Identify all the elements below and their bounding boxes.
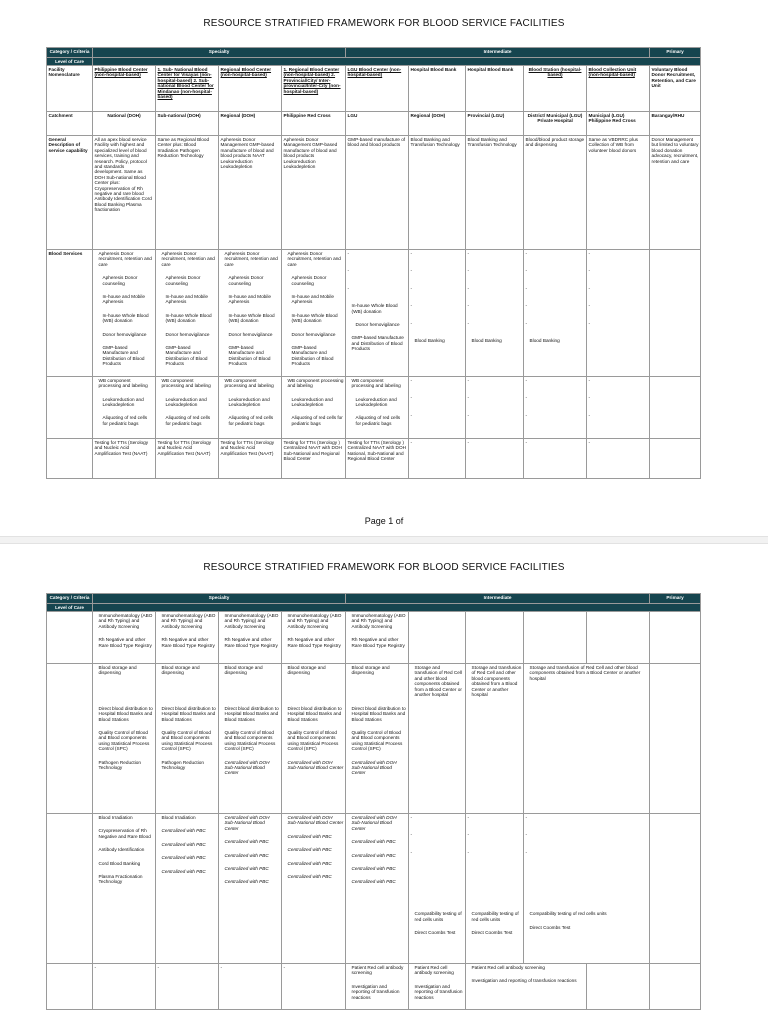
cell bbox=[282, 612, 346, 664]
dash: - bbox=[588, 285, 591, 291]
service-item: Centralized with PBC bbox=[351, 839, 396, 845]
cell: Blood Banking and Transfusion Technology bbox=[466, 136, 524, 250]
cell: - bbox=[156, 964, 219, 1010]
cell: Philippine Red Cross bbox=[282, 112, 346, 136]
cell bbox=[524, 250, 587, 377]
service-item: Rh Negative and other Rare Blood Type Registry bbox=[161, 637, 215, 648]
page-footer: Page 1 of bbox=[364, 516, 404, 526]
cell bbox=[346, 250, 409, 377]
cell: Testing for TTIs (Serology ) Centralized NAAT with DOH National, Sub-National and Regional Blood Center bbox=[346, 438, 409, 478]
cell bbox=[156, 250, 219, 377]
cell bbox=[93, 814, 156, 964]
cell bbox=[650, 438, 701, 478]
cell: Blood Banking and Transfusion Technology bbox=[409, 136, 466, 250]
service-item: Pathogen Reduction Technology bbox=[161, 759, 204, 771]
cell: - bbox=[282, 964, 346, 1010]
row-label-nomenclature: Facility Nomenclature bbox=[47, 66, 93, 112]
service-item: In-house and Mobile Apheresis bbox=[102, 294, 145, 305]
service-item: Centralized with PBC bbox=[287, 874, 332, 880]
cell bbox=[524, 376, 587, 438]
cell bbox=[346, 814, 409, 964]
cell bbox=[524, 814, 650, 964]
dash: - bbox=[410, 412, 413, 418]
service-item: Direct blood distribution to Hospital Blood Banks and Blood Stations bbox=[161, 705, 216, 722]
service-item: Apheresis Donor counseling bbox=[165, 275, 201, 286]
service-item: Aliquoting of red cells for pediatric bags bbox=[228, 415, 274, 426]
cell bbox=[47, 612, 93, 664]
cell bbox=[587, 250, 650, 377]
dash: - bbox=[410, 377, 413, 383]
service-item: Direct Coombs Test bbox=[529, 924, 571, 930]
category-header: Category / Criteria bbox=[47, 48, 93, 58]
cell: 1. Regional Blood Center (non-hospital-based) 2. Provincial/City/ Inter-provincial/Inter-City (non-hospital-based) bbox=[282, 66, 346, 112]
service-item: Quality Control of Blood and Blood components using Statistical Process Control (SPC) bbox=[98, 730, 150, 752]
service-item: In-house and Mobile Apheresis bbox=[165, 294, 208, 305]
cell: - bbox=[409, 438, 466, 478]
service-item: WB component processing and labeling bbox=[161, 377, 211, 389]
cell: Testing for TTIs (Serology ) Centralized NAAT with DOH Sub-National and Regional Blood Center bbox=[282, 438, 346, 478]
service-item: Aliquoting of red cells for pediatric bags bbox=[291, 415, 343, 426]
service-item: Patient Red cell antibody screening bbox=[351, 965, 404, 976]
service-item: Centralized with DOH Sub-National Blood Center bbox=[224, 759, 270, 776]
cell: Regional (DOH) bbox=[219, 112, 282, 136]
row-testing bbox=[47, 438, 701, 478]
cell bbox=[47, 438, 93, 478]
specialty-header: Specialty bbox=[93, 594, 346, 604]
service-item: Donor hemovigilance bbox=[165, 331, 210, 337]
dash: - bbox=[410, 303, 413, 309]
service-item: Investigation and reporting of transfusion reactions bbox=[351, 983, 400, 1000]
dash: - bbox=[410, 285, 413, 291]
cell bbox=[466, 612, 524, 664]
service-item: Immunohematology (ABO and Rh Typing) and Antibody Screening bbox=[351, 613, 406, 629]
cell: Hospital Blood Bank bbox=[409, 66, 466, 112]
dash: - bbox=[588, 395, 591, 401]
service-item: Rh Negative and other Rare Blood Type Registry bbox=[351, 637, 405, 648]
service-item: Centralized with PBC bbox=[287, 847, 332, 853]
row-patient-screening bbox=[47, 964, 701, 1010]
service-item: Centralized with PBC bbox=[351, 852, 396, 858]
service-item: Centralized with PBC bbox=[161, 855, 206, 861]
cell: Hospital Blood Bank bbox=[466, 66, 524, 112]
service-item: Centralized with PBC bbox=[224, 852, 269, 858]
service-item: Donor hemovigilance bbox=[291, 331, 336, 337]
row-label-general: General Description of service capability bbox=[47, 136, 93, 250]
service-item: Blood storage and dispensing bbox=[351, 665, 390, 676]
intermediate-header: Intermediate bbox=[346, 594, 650, 604]
service-item: Centralized with PBC bbox=[351, 866, 396, 872]
service-item: Centralized with PBC bbox=[224, 879, 269, 885]
service-item: Apheresis Donor counseling bbox=[228, 275, 264, 286]
service-item: GMP-based Manufacture and Distribution of Blood Products bbox=[351, 335, 404, 352]
service-item: WB component processing and labeling bbox=[98, 377, 148, 389]
service-item: Direct blood distribution to Hospital Blood Banks and Blood Stations bbox=[351, 705, 406, 722]
service-item: Apheresis Donor counseling bbox=[291, 275, 327, 286]
cell: Donor Management but limited to voluntary blood donation advocacy, recruitment, retention and care bbox=[650, 136, 701, 250]
service-item: In-house Whole Blood (WB) donation bbox=[351, 303, 398, 314]
cell: Philippine Blood Center (non-hospital-based) bbox=[93, 66, 156, 112]
cell: - bbox=[587, 438, 650, 478]
cell: Regional Blood Center (non-hospital-based) bbox=[219, 66, 282, 112]
cell bbox=[650, 814, 701, 964]
dash: - bbox=[467, 832, 470, 838]
cell bbox=[409, 376, 466, 438]
cell bbox=[650, 664, 701, 814]
service-item: Donor hemovigilance bbox=[102, 331, 147, 337]
cell bbox=[282, 250, 346, 377]
dash: - bbox=[410, 395, 413, 401]
service-item: Centralized with DOH Sub-National Blood Center bbox=[351, 815, 397, 831]
dash: - bbox=[467, 285, 470, 291]
cell bbox=[587, 376, 650, 438]
cell bbox=[346, 612, 409, 664]
cell bbox=[93, 376, 156, 438]
service-item: Rh Negative and other Rare Blood Type Registry bbox=[287, 637, 341, 648]
service-item: Cryopreservation of Rh Negative and Rare Blood bbox=[98, 828, 151, 839]
dash: - bbox=[347, 268, 350, 274]
cell bbox=[650, 612, 701, 664]
dash: - bbox=[410, 815, 413, 820]
service-item: Quality Control of Blood and Blood components using Statistical Process Control (SPC) bbox=[161, 730, 213, 752]
primary-header: Primary bbox=[650, 594, 701, 604]
dash: - bbox=[525, 303, 528, 309]
dash: - bbox=[525, 849, 528, 855]
service-item: Blood storage and dispensing bbox=[287, 665, 326, 676]
service-item: Blood storage and dispensing bbox=[98, 665, 137, 676]
service-item: Patient Red cell antibody screening bbox=[414, 965, 454, 976]
cell bbox=[346, 664, 409, 814]
dash: - bbox=[525, 412, 528, 418]
dash: - bbox=[467, 268, 470, 274]
cell bbox=[524, 664, 650, 814]
cell bbox=[93, 250, 156, 377]
cell: Blood Station (hospital-based) bbox=[524, 66, 587, 112]
level-of-care-header: Level of Care bbox=[47, 58, 93, 66]
service-item: Rh Negative and other Rare Blood Type Registry bbox=[98, 637, 152, 648]
cell: Voluntary Blood Donor Recruitment, Retention, and Care Unit bbox=[650, 66, 701, 112]
service-item: Quality Control of Blood and Blood components using Statistical Process Control (SPC) bbox=[351, 730, 403, 752]
framework-table-page-2 bbox=[46, 593, 701, 1010]
cell: Blood Collection Unit (non-hospital-based) bbox=[587, 66, 650, 112]
row-irradiation bbox=[47, 814, 701, 964]
cell: Same as Regional Blood Center plus: Blood Irradiation Pathogen Reduction Technology bbox=[156, 136, 219, 250]
service-item: GMP-based Manufacture and Distribution of Blood Products bbox=[291, 345, 334, 367]
service-item: Leukoreduction and Leukodepletion bbox=[165, 396, 207, 407]
service-item: Donor hemovigilance bbox=[228, 331, 273, 337]
row-label-blood-services: Blood Services bbox=[47, 250, 93, 377]
cell bbox=[219, 612, 282, 664]
cell bbox=[346, 964, 409, 1010]
service-item: Leukoreduction and Leukodepletion bbox=[355, 396, 397, 407]
cell bbox=[466, 964, 587, 1010]
cell: Testing for TTIs (Serology and Nucleic Acid Amplification Test (NAAT) bbox=[156, 438, 219, 478]
cell bbox=[409, 664, 466, 814]
dash: - bbox=[525, 285, 528, 291]
dash: - bbox=[588, 320, 591, 326]
row-label-catchment: Catchment bbox=[47, 112, 93, 136]
cell bbox=[466, 664, 524, 814]
dash: - bbox=[467, 303, 470, 309]
dash: - bbox=[347, 285, 350, 291]
dash: - bbox=[525, 377, 528, 383]
service-item: Apheresis Donor recruitment, retention and care bbox=[98, 251, 152, 267]
service-item: In-house Whole Blood (WB) donation bbox=[228, 312, 275, 324]
cell: LGU bbox=[346, 112, 409, 136]
dash: - bbox=[410, 320, 413, 326]
cell bbox=[156, 814, 219, 964]
service-item: Quality Control of Blood and Blood components using Statistical Process Control (SPC) bbox=[287, 730, 339, 752]
dash: - bbox=[525, 815, 528, 820]
cell bbox=[587, 612, 650, 664]
cell: Provincial (LGU) bbox=[466, 112, 524, 136]
service-item: WB component processing and labeling bbox=[224, 377, 274, 389]
service-item: Centralized with DOH Sub-National Blood Center bbox=[287, 759, 344, 771]
service-item: Immunohematology (ABO and Rh Typing) and Antibody Screening bbox=[161, 613, 216, 629]
cell bbox=[409, 814, 466, 964]
cell: Municipal (LGU) Philippine Red Cross bbox=[587, 112, 650, 136]
service-item: Centralized with PBC bbox=[161, 841, 206, 847]
cell bbox=[156, 376, 219, 438]
cell: Apheresis Donor Management GMP-based manufacture of blood and blood products Leukoreduction Leukodepletion bbox=[282, 136, 346, 250]
page-title: RESOURCE STRATIFIED FRAMEWORK FOR BLOOD SERVICE FACILITIES bbox=[203, 18, 565, 29]
intermediate-header: Intermediate bbox=[346, 48, 650, 58]
cell: Sub-national (DOH) bbox=[156, 112, 219, 136]
dash: - bbox=[588, 412, 591, 418]
service-item: Immunohematology (ABO and Rh Typing) and Antibody Screening bbox=[224, 613, 279, 629]
service-item: Cord Blood Banking bbox=[98, 860, 141, 866]
service-item: Antibody Identification bbox=[98, 847, 145, 853]
dash: - bbox=[347, 251, 350, 256]
dash: - bbox=[410, 849, 413, 855]
service-item: Direct Coombs Test bbox=[414, 930, 456, 936]
service-item: Centralized with PBC bbox=[287, 860, 332, 866]
dash: - bbox=[467, 849, 470, 855]
service-item: Immunohematology (ABO and Rh Typing) and Antibody Screening bbox=[287, 613, 342, 629]
cell bbox=[282, 814, 346, 964]
cell bbox=[409, 250, 466, 377]
service-item: In-house Whole Blood (WB) donation bbox=[102, 312, 149, 324]
service-item: Blood Irradiation bbox=[98, 815, 133, 820]
service-item: In-house and Mobile Apheresis bbox=[228, 294, 271, 305]
cell bbox=[219, 250, 282, 377]
cell bbox=[47, 376, 93, 438]
service-item: Blood storage and dispensing bbox=[224, 665, 263, 676]
service-item: GMP-based Manufacture and Distribution of Blood Products bbox=[165, 345, 208, 367]
service-item: WB component processing and labeling bbox=[287, 377, 344, 389]
level-of-care-header: Level of Care bbox=[47, 604, 93, 612]
cell bbox=[282, 376, 346, 438]
service-item: In-house Whole Blood (WB) donation bbox=[165, 312, 212, 324]
dash: - bbox=[467, 320, 470, 326]
level-of-care-band bbox=[93, 604, 701, 612]
cell bbox=[466, 250, 524, 377]
dash: - bbox=[525, 320, 528, 326]
service-item: WB component processing and labeling bbox=[351, 377, 401, 389]
cell bbox=[409, 612, 466, 664]
dash: - bbox=[588, 251, 591, 256]
service-item: Plasma Fractionation Technology bbox=[98, 874, 143, 885]
service-item: Compatibility testing of red cells units bbox=[414, 911, 462, 922]
service-item: Storage and transfusion of Red Cell and other blood components obtained from a Blood Center or another hospital bbox=[414, 665, 462, 698]
page-separator bbox=[0, 536, 768, 544]
cell: Barangay/RHU bbox=[650, 112, 701, 136]
service-item: Centralized with DOH Sub-National Blood Center bbox=[351, 759, 397, 776]
cell: Same as VBDRRC plus Collection of WB from volunteer blood donors bbox=[587, 136, 650, 250]
dash: - bbox=[588, 303, 591, 309]
row-catchment bbox=[47, 112, 701, 136]
cell: 1. Sub- National Blood Center for Visayas (non-hospital-based) 2. Sub-national Blood Center for Mindanao (non-hospital-based) bbox=[156, 66, 219, 112]
service-item: Aliquoting of red cells for pediatric bags bbox=[102, 415, 148, 426]
service-item: Investigation and reporting of transfusion reactions bbox=[471, 978, 577, 984]
service-item: Pathogen Reduction Technology bbox=[98, 759, 141, 771]
service-item: Centralized with DOH Sub-National Blood Center bbox=[287, 815, 344, 826]
document-page-2 bbox=[0, 548, 768, 1024]
service-item: Rh Negative and other Rare Blood Type Registry bbox=[224, 637, 278, 648]
service-item: Centralized with DOH Sub-National Blood Center bbox=[224, 815, 270, 831]
cell bbox=[47, 664, 93, 814]
cell bbox=[650, 250, 701, 377]
service-item: Blood Irradiation bbox=[161, 815, 196, 820]
cell bbox=[219, 664, 282, 814]
cell bbox=[524, 612, 587, 664]
service-item: Apheresis Donor recruitment, retention and care bbox=[161, 251, 215, 267]
cell bbox=[219, 376, 282, 438]
service-item: Centralized with PBC bbox=[161, 868, 206, 874]
framework-table-page-1 bbox=[46, 47, 701, 479]
cell: - bbox=[524, 438, 587, 478]
dash: - bbox=[588, 268, 591, 274]
service-item: GMP-based Manufacture and Distribution of Blood Products bbox=[228, 345, 271, 367]
service-item: Immunohematology (ABO and Rh Typing) and Antibody Screening bbox=[98, 613, 153, 629]
service-item: Aliquoting of red cells for pediatric bags bbox=[165, 415, 211, 426]
row-processing bbox=[47, 376, 701, 438]
cell: - bbox=[219, 964, 282, 1010]
service-item: Blood Banking bbox=[414, 338, 445, 344]
service-item: In-house and Mobile Apheresis bbox=[291, 294, 334, 305]
category-header: Category / Criteria bbox=[47, 594, 93, 604]
service-item: Apheresis Donor recruitment, retention and care bbox=[287, 251, 341, 267]
cell bbox=[47, 814, 93, 964]
service-item: Compatibility testing of red cells units bbox=[471, 911, 519, 922]
row-immunohematology bbox=[47, 612, 701, 664]
dash: - bbox=[467, 377, 470, 383]
service-item: Apheresis Donor counseling bbox=[102, 275, 138, 286]
cell: - bbox=[93, 964, 156, 1010]
dash: - bbox=[467, 412, 470, 418]
cell: All an apex blood service Facility with highest and specialized level of blood services, training and research. Policy, protocol and standards development. Same as DOH Sub-national Blood Center plus: Cryopreservation of Rh negative and rare blood Antibody Identification Cord Blood Banking Plasma fractionation bbox=[93, 136, 156, 250]
cell bbox=[650, 376, 701, 438]
cell: Testing for TTIs (Serology and Nucleic Acid Amplification Test (NAAT) bbox=[219, 438, 282, 478]
service-item: Centralized with PBC bbox=[224, 839, 269, 845]
cell bbox=[156, 612, 219, 664]
service-item: Storage and transfusion of Red Cell and other blood components obtained from a Blood Center or another hospital bbox=[471, 665, 522, 698]
service-item: In-house Whole Blood (WB) donation bbox=[291, 312, 338, 324]
service-item: Leukoreduction and Leukodepletion bbox=[291, 396, 333, 407]
cell: Regional (DOH) bbox=[409, 112, 466, 136]
service-item: Direct Coombs Test bbox=[471, 930, 513, 936]
cell bbox=[409, 964, 466, 1010]
dash: - bbox=[525, 395, 528, 401]
dash: - bbox=[467, 815, 470, 820]
service-item: Blood Banking bbox=[471, 338, 502, 344]
service-item: Centralized with PBC bbox=[224, 866, 269, 872]
service-item: Blood storage and dispensing bbox=[161, 665, 200, 676]
level-of-care-band bbox=[93, 58, 701, 66]
service-item: Centralized with PBC bbox=[287, 833, 332, 839]
dash: - bbox=[525, 832, 528, 838]
cell bbox=[156, 664, 219, 814]
row-storage bbox=[47, 664, 701, 814]
dash: - bbox=[588, 377, 591, 383]
service-item: Direct blood distribution to Hospital Blood Banks and Blood Stations bbox=[287, 705, 342, 722]
service-item: Blood Banking bbox=[529, 338, 560, 344]
service-item: Quality Control of Blood and Blood components using Statistical Process Control (SPC) bbox=[224, 730, 276, 752]
cell bbox=[282, 664, 346, 814]
cell bbox=[466, 376, 524, 438]
cell: LGU Blood Center (non-hospital-based) bbox=[346, 66, 409, 112]
primary-header: Primary bbox=[650, 48, 701, 58]
service-item: Storage and transfusion of Red Cell and other blood components obtained from a Blood Center or another hospital bbox=[529, 665, 641, 681]
cell: Testing for TTIs (Serology and Nucleic Acid Amplification Test (NAAT) bbox=[93, 438, 156, 478]
dash: - bbox=[410, 832, 413, 838]
dash: - bbox=[525, 268, 528, 274]
specialty-header: Specialty bbox=[93, 48, 346, 58]
page-title: RESOURCE STRATIFIED FRAMEWORK FOR BLOOD SERVICE FACILITIES bbox=[203, 562, 565, 573]
cell: GMP-based manufacture of blood and blood products bbox=[346, 136, 409, 250]
service-item: Investigation and reporting of transfusion reactions bbox=[414, 983, 463, 1000]
cell bbox=[47, 964, 93, 1010]
service-item: Leukoreduction and Leukodepletion bbox=[228, 396, 270, 407]
service-item: Centralized with PBC bbox=[161, 828, 206, 834]
dash: - bbox=[467, 395, 470, 401]
cell: - bbox=[466, 438, 524, 478]
dash: - bbox=[410, 251, 413, 256]
cell bbox=[93, 664, 156, 814]
service-item: GMP-based Manufacture and Distribution of Blood Products bbox=[102, 345, 145, 367]
service-item: Apheresis Donor recruitment, retention and care bbox=[224, 251, 278, 267]
service-item: Direct blood distribution to Hospital Blood Banks and Blood Stations bbox=[98, 705, 153, 722]
cell: District/ Municipal (LGU) Private Hospital bbox=[524, 112, 587, 136]
service-item: Compatibility testing of red cells units bbox=[529, 911, 607, 917]
cell bbox=[219, 814, 282, 964]
dash: - bbox=[410, 268, 413, 274]
row-general-description bbox=[47, 136, 701, 250]
service-item: Direct blood distribution to Hospital Blood Banks and Blood Stations bbox=[224, 705, 279, 722]
service-item: Patient Red cell antibody screening bbox=[471, 965, 546, 970]
cell bbox=[587, 964, 650, 1010]
cell: National (DOH) bbox=[93, 112, 156, 136]
service-item: Aliquoting of red cells for pediatric bags bbox=[355, 415, 401, 426]
row-blood-services bbox=[47, 250, 701, 377]
cell: Apheresis Donor Management GMP-based manufacture of blood and blood products NAAT Leukoreduction Leukodepletion bbox=[219, 136, 282, 250]
service-item: Leukoreduction and Leukodepletion bbox=[102, 396, 144, 407]
row-nomenclature bbox=[47, 66, 701, 112]
service-item: Donor hemovigilance bbox=[355, 322, 400, 328]
dash: - bbox=[525, 251, 528, 256]
cell bbox=[650, 964, 701, 1010]
cell bbox=[93, 612, 156, 664]
dash: - bbox=[467, 251, 470, 256]
cell bbox=[466, 814, 524, 964]
cell bbox=[346, 376, 409, 438]
service-item: Centralized with PBC bbox=[351, 879, 396, 885]
cell: Blood/blood product storage and dispensing bbox=[524, 136, 587, 250]
